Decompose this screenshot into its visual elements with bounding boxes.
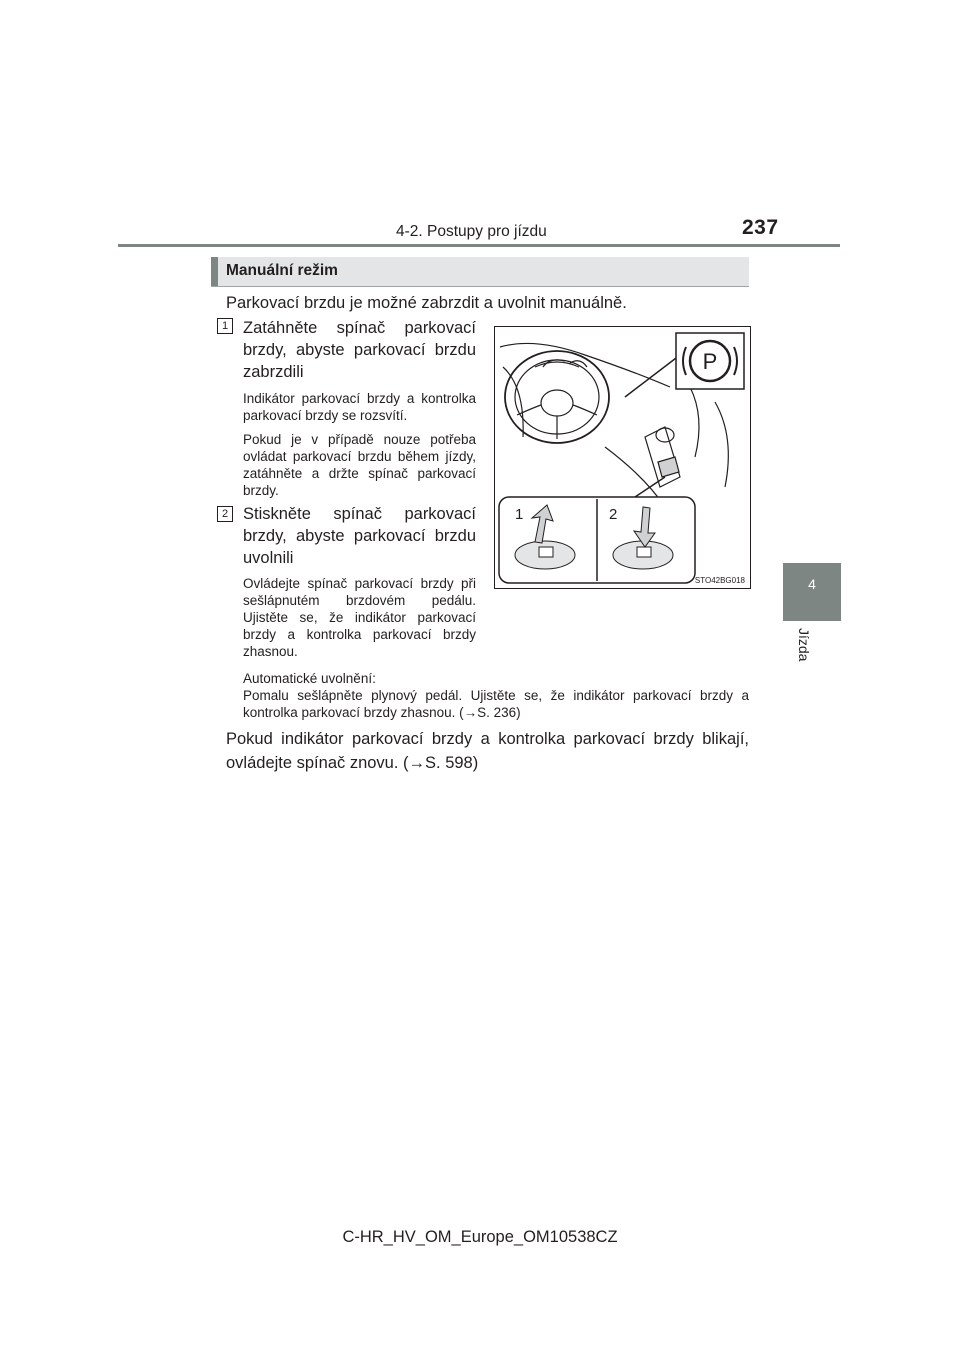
illustration-code: STO42BG018 [694,576,745,585]
section-heading: Manuální režim [226,262,338,279]
step-number-1: 1 [217,318,233,334]
section-heading-bar [211,257,218,286]
final-note: Pokud indikátor parkovací brzdy a kontrolka parkovací brzdy blikají, ovládejte spínač znovu. (→S. 598) [226,730,749,772]
intro-text: Parkovací brzdu je možné zabrzdit a uvolnit manuálně. [226,294,627,312]
p-symbol: P [702,349,718,374]
auto-release-text: Pomalu sešlápněte plynový pedál. Ujistěte se, že indikátor parkovací brzdy a kontrolka parkovací brzdy zhasnou. (→S. 236) [243,688,749,720]
auto-release-title: Automatické uvolnění: [243,671,376,686]
step-number-2: 2 [217,506,233,522]
callout-2: 2 [609,506,618,523]
chapter-tab-title: Jízda [796,628,812,662]
chapter-tab [783,563,841,621]
parking-brake-illustration [494,326,751,589]
page-number: 237 [742,216,779,239]
header-divider [118,244,840,247]
step-1-note-2: Pokud je v případě nouze potřeba ovládat parkovací brzdu během jízdy, zatáhněte a držte spínač parkovací brzdy. [243,432,476,498]
chapter-tab-number: 4 [808,576,816,592]
section-label: 4-2. Postupy pro jízdu [396,223,547,240]
step-1-text: Zatáhněte spínač parkovací brzdy, abyste parkovací brzdu zabrzdili [243,319,476,381]
document-footer: C-HR_HV_OM_Europe_OM10538CZ [342,1228,618,1246]
callout-1: 1 [515,506,524,523]
step-1-note-1: Indikátor parkovací brzdy a kontrolka parkovací brzdy se rozsvítí. [243,391,476,423]
p-indicator-box-icon [676,333,744,389]
step-2-note-1: Ovládejte spínač parkovací brzdy při sešlápnutém brzdovém pedálu. Ujistěte se, že indikátor parkovací brzdy a kontrolka parkovací brzdy zhasnou. [243,576,476,659]
car-interior-illustration [495,327,750,588]
steering-wheel-icon [505,351,609,443]
step-2-text: Stiskněte spínač parkovací brzdy, abyste parkovací brzdu uvolnili [243,505,476,567]
